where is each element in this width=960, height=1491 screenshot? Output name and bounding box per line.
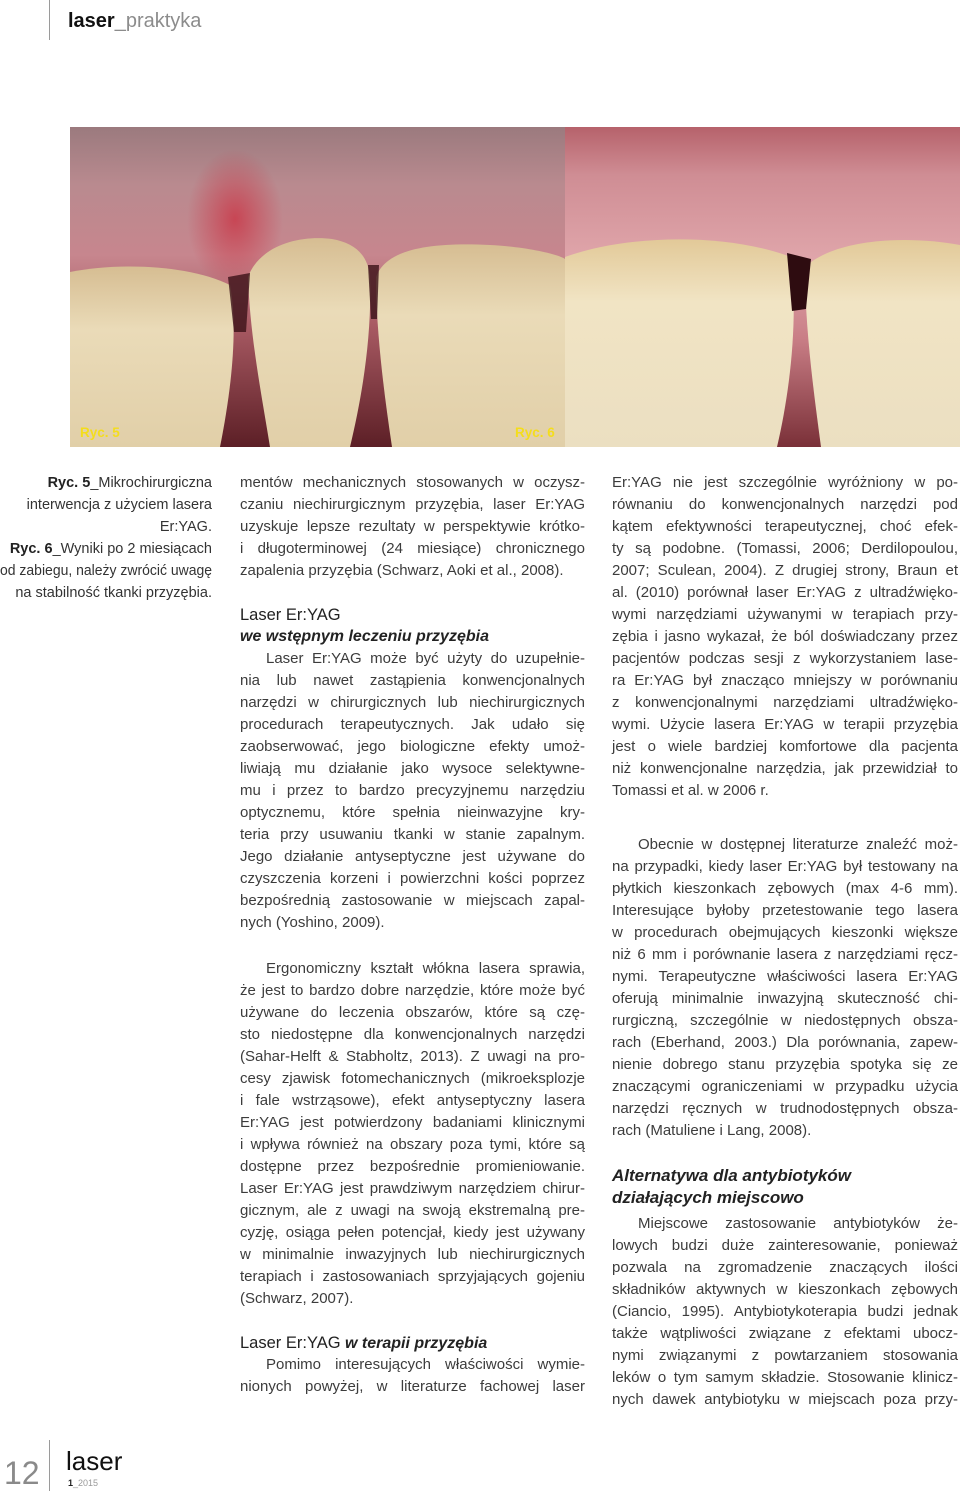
text-line: nych dawek antybiotyku w miejscach poza przy- — [612, 1391, 958, 1408]
text-line: narzędzi w chirurgicznych lub niechirurgicznych — [240, 694, 585, 711]
text-line: mentów mechanicznych stosowanych w oczysz- — [240, 474, 585, 491]
text-line: czyszczenia korzeni i powierzchni kości poprzez — [240, 870, 585, 887]
article-column-right — [612, 472, 958, 1411]
footer-magazine-brand: laser — [66, 1446, 123, 1476]
text-line: sto niedostępne dla konwencjonalnych narzędzi — [240, 1026, 585, 1043]
text-line: Jego działanie antyseptyczne jest używane do — [240, 848, 585, 865]
tooth — [376, 244, 565, 447]
text-line: na przypadki, kiedy laser Er:YAG był testowany na — [612, 858, 958, 875]
text-line: optycznemu, które spełnia nieinwazyjne kry- — [240, 804, 585, 821]
text-line: w minimalnie inwazyjnych lub niechirurgicznych — [240, 1246, 585, 1263]
text-line: narzędzi ręcznych w trudnodostępnych obsza- — [612, 1100, 958, 1117]
text-line: pacjentów podczas sesji z wykorzystaniem lase- — [612, 650, 958, 667]
text-line: oferują minimalnie inwazyjną skuteczność chi- — [612, 990, 958, 1007]
text-line: uzyskuje lepsze rezultaty w perspektywie krótko- — [240, 518, 585, 535]
text-line: dostępne przez bezpośrednie promieniowanie. — [240, 1158, 585, 1175]
heading-part: w terapii przyzębia — [345, 1335, 488, 1352]
text-line: Obecnie w dostępnej literaturze znaleźć moż- — [638, 836, 958, 853]
text-line: także wątpliwości związane z efektami ubocz- — [612, 1325, 958, 1342]
figure-5-label: Ryc. 5 — [80, 425, 120, 440]
tooth — [805, 240, 960, 447]
text-line: wymi. Użycie lasera Er:YAG w terapii przyzębia — [612, 716, 958, 733]
issue-number-value: 1 — [68, 1478, 74, 1488]
text-line: pozwala na zgromadzenie znaczących ilości — [612, 1259, 958, 1276]
text-line: równaniu do konwencjonalnych narzędzi pod — [612, 496, 958, 513]
magazine-section-title — [68, 8, 201, 34]
text-line: rach (Matuliene i Lang, 2008). — [612, 1122, 812, 1139]
figure-caption — [0, 472, 212, 604]
page-number: 12 — [4, 1455, 40, 1491]
text-line: bezpośrednią zastosowanie w miejscach zapal- — [240, 892, 585, 909]
text-line: nymi. Terapeutyczne właściwości lasera Er:YAG — [612, 968, 958, 985]
text-line: teria przy usuwaniu tkanki w stanie zapalnym. — [240, 826, 585, 843]
text-line: Pomimo interesujących właściwości wymie- — [266, 1356, 585, 1373]
text-line: rurgiczną, szczególnie w niedostępnych obsza- — [612, 1012, 958, 1029]
figure-6-photo — [565, 127, 960, 447]
section-heading: działających miejscowo — [612, 1188, 804, 1207]
text-line: 2007; Sculean, 2004). Z drugiej strony, Braun et — [612, 562, 958, 579]
text-line: i długoterminowej (24 miesiące) chronicznego — [240, 540, 585, 557]
caption-line — [0, 472, 212, 494]
text-line: Tomassi et al. w 2006 r. — [612, 782, 769, 799]
caption-line: od zabiegu, należy zwrócić uwagę — [0, 563, 213, 579]
text-line: płytkich kieszonkach zębowych (max 4-6 mm). — [612, 880, 958, 897]
tooth — [565, 239, 794, 447]
text-line: z konwencjonalnymi narzędziami ultradźwięko- — [612, 694, 958, 711]
issue-year: _2015 — [73, 1478, 99, 1488]
text-line: cyzję, osiąga pełen potencjał, kiedy jest używany — [240, 1224, 585, 1241]
text-line: wymi narzędziami używanymi w terapiach przy- — [612, 606, 958, 623]
text-line: procedurach terapeutycznych. Jak udało się — [240, 716, 585, 733]
article-column-middle — [240, 472, 585, 1398]
text-line: używane do leczenia obszarów, które są czę- — [240, 1004, 585, 1021]
text-line: w procedurach obejmujących kieszonki większe — [612, 924, 958, 941]
text-line: kątem efektywności terapeutycznej, choć efek- — [612, 518, 958, 535]
magazine-brand: laser — [68, 10, 115, 32]
text-line: Ergonomiczny kształt włókna lasera sprawia, — [266, 960, 585, 977]
section-heading — [240, 1332, 585, 1354]
text-line: ty są podobne. (Tomassi, 2006; Derdilopoulou, — [612, 540, 958, 557]
text-line: (Schwarz, 2007). — [240, 1290, 354, 1307]
caption-line — [0, 538, 212, 560]
text-line: że jest to bardzo dobre narzędzie, które może być — [240, 982, 585, 999]
caption-text: _Mikrochirurgiczna — [90, 475, 212, 491]
text-line: i fale wstrząsowe), efekt antyseptyczny lasera — [240, 1092, 585, 1109]
figure-6-image — [565, 127, 960, 447]
issue-number — [68, 1478, 98, 1488]
text-line: znaczącymi ograniczeniami w przypadku użycia — [612, 1078, 958, 1095]
text-line: Laser Er:YAG jest prawdziwym narzędziem chirur- — [240, 1180, 585, 1197]
section-heading: Alternatywa dla antybiotyków — [612, 1166, 851, 1185]
text-line: nia lub nawet zastąpienia konwencjonalnych — [240, 672, 585, 689]
text-line: Er:YAG nie jest szczególnie wyróżniony w po- — [612, 474, 958, 491]
section-heading: Laser Er:YAG — [240, 606, 341, 624]
text-line: liwiają mu działanie jako wysoce selektywne- — [240, 760, 585, 777]
text-line: nych (Yoshino, 2009). — [240, 914, 385, 931]
figure-5-photo — [70, 127, 565, 447]
text-line: niż konwencjonalne narzędzia, jak przewidział to — [612, 760, 958, 777]
tooth — [70, 266, 234, 447]
caption-line: Er:YAG. — [159, 519, 212, 535]
caption-line: na stabilność tkanki przyzębia. — [15, 585, 212, 601]
text-line: zaobserwować, jego biologiczne efekty umoż- — [240, 738, 585, 755]
figure-reference: Ryc. 6 — [9, 541, 53, 557]
text-line: lowych budzi duże zainteresowanie, ponieważ — [612, 1237, 958, 1254]
heading-part: Laser Er:YAG — [240, 1334, 341, 1352]
figure-reference: Ryc. 5 — [47, 475, 91, 491]
text-line: nienie dobrego stanu przyzębia spotyka się ze — [612, 1056, 958, 1073]
text-line: niż 6 mm i porównanie lasera z narzędziami ręcz- — [612, 946, 958, 963]
text-line: Er:YAG jest potwierdzony badaniami klinicznymi — [240, 1114, 585, 1131]
text-line: czaniu niechirurgicznym przyzębia, laser Er:YAG — [240, 496, 585, 513]
text-line: Miejscowe zastosowanie antybiotyków że- — [638, 1215, 958, 1232]
text-line: zapalenia przyzębia (Schwarz, Aoki et al., 2008). — [240, 562, 564, 579]
text-line: (Sahar-Helft & Stabholtz, 2013). Z uwagi na pro- — [240, 1048, 585, 1065]
section-name: _praktyka — [114, 10, 202, 32]
section-heading: we wstępnym leczeniu przyzębia — [240, 628, 489, 645]
text-line: rach (Eberhand, 2003.) Dla porównania, zapew- — [612, 1034, 958, 1051]
text-line: Interesujące byłoby przetestowanie tego lasera — [612, 902, 958, 919]
text-line: al. (2010) porównał laser Er:YAG z ultradźwięko- — [612, 584, 958, 601]
text-line: cesy zjawisk fotomechanicznych (mikroeksplozje — [240, 1070, 585, 1087]
header-divider — [49, 0, 50, 40]
text-line: jest o wiele bardziej komfortowe dla pacjenta — [612, 738, 958, 755]
text-line: i wpływa również na obszary poza tymi, które są — [240, 1136, 585, 1153]
figure-6-label: Ryc. 6 — [515, 425, 555, 440]
text-line: składników aktywnych w kieszonkach zębowych — [612, 1281, 958, 1298]
text-line: zębia i jasno wykazał, że ból doświadczany przez — [612, 628, 958, 645]
text-line: nionych powyżej, w literaturze fachowej laser — [240, 1378, 585, 1395]
text-line: terapiach i zastosowaniach sprzyjających gojeniu — [240, 1268, 585, 1285]
figure-5-image — [70, 127, 565, 447]
tooth — [248, 238, 370, 447]
footer-divider — [49, 1440, 50, 1491]
text-line: ra Er:YAG był znacząco mniejszy w porównaniu — [612, 672, 958, 689]
text-line: Laser Er:YAG może być użyty do uzupełnie- — [266, 650, 585, 667]
text-line: mu i przez to bardzo precyzyjnemu narzędziu — [240, 782, 585, 799]
text-line: gicznym, ale z uwagi na swoją ekstremalną pre- — [240, 1202, 585, 1219]
caption-line: interwencja z użyciem lasera — [26, 497, 212, 513]
text-line: leków o tym samym składzie. Stosowanie klinicz- — [612, 1369, 958, 1386]
text-line: nymi związanymi z powtarzaniem stosowania — [612, 1347, 958, 1364]
text-line: (Ciancio, 1995). Antybiotykoterapia budzi jednak — [612, 1303, 958, 1320]
caption-text: _Wyniki po 2 miesiącach — [52, 541, 212, 557]
